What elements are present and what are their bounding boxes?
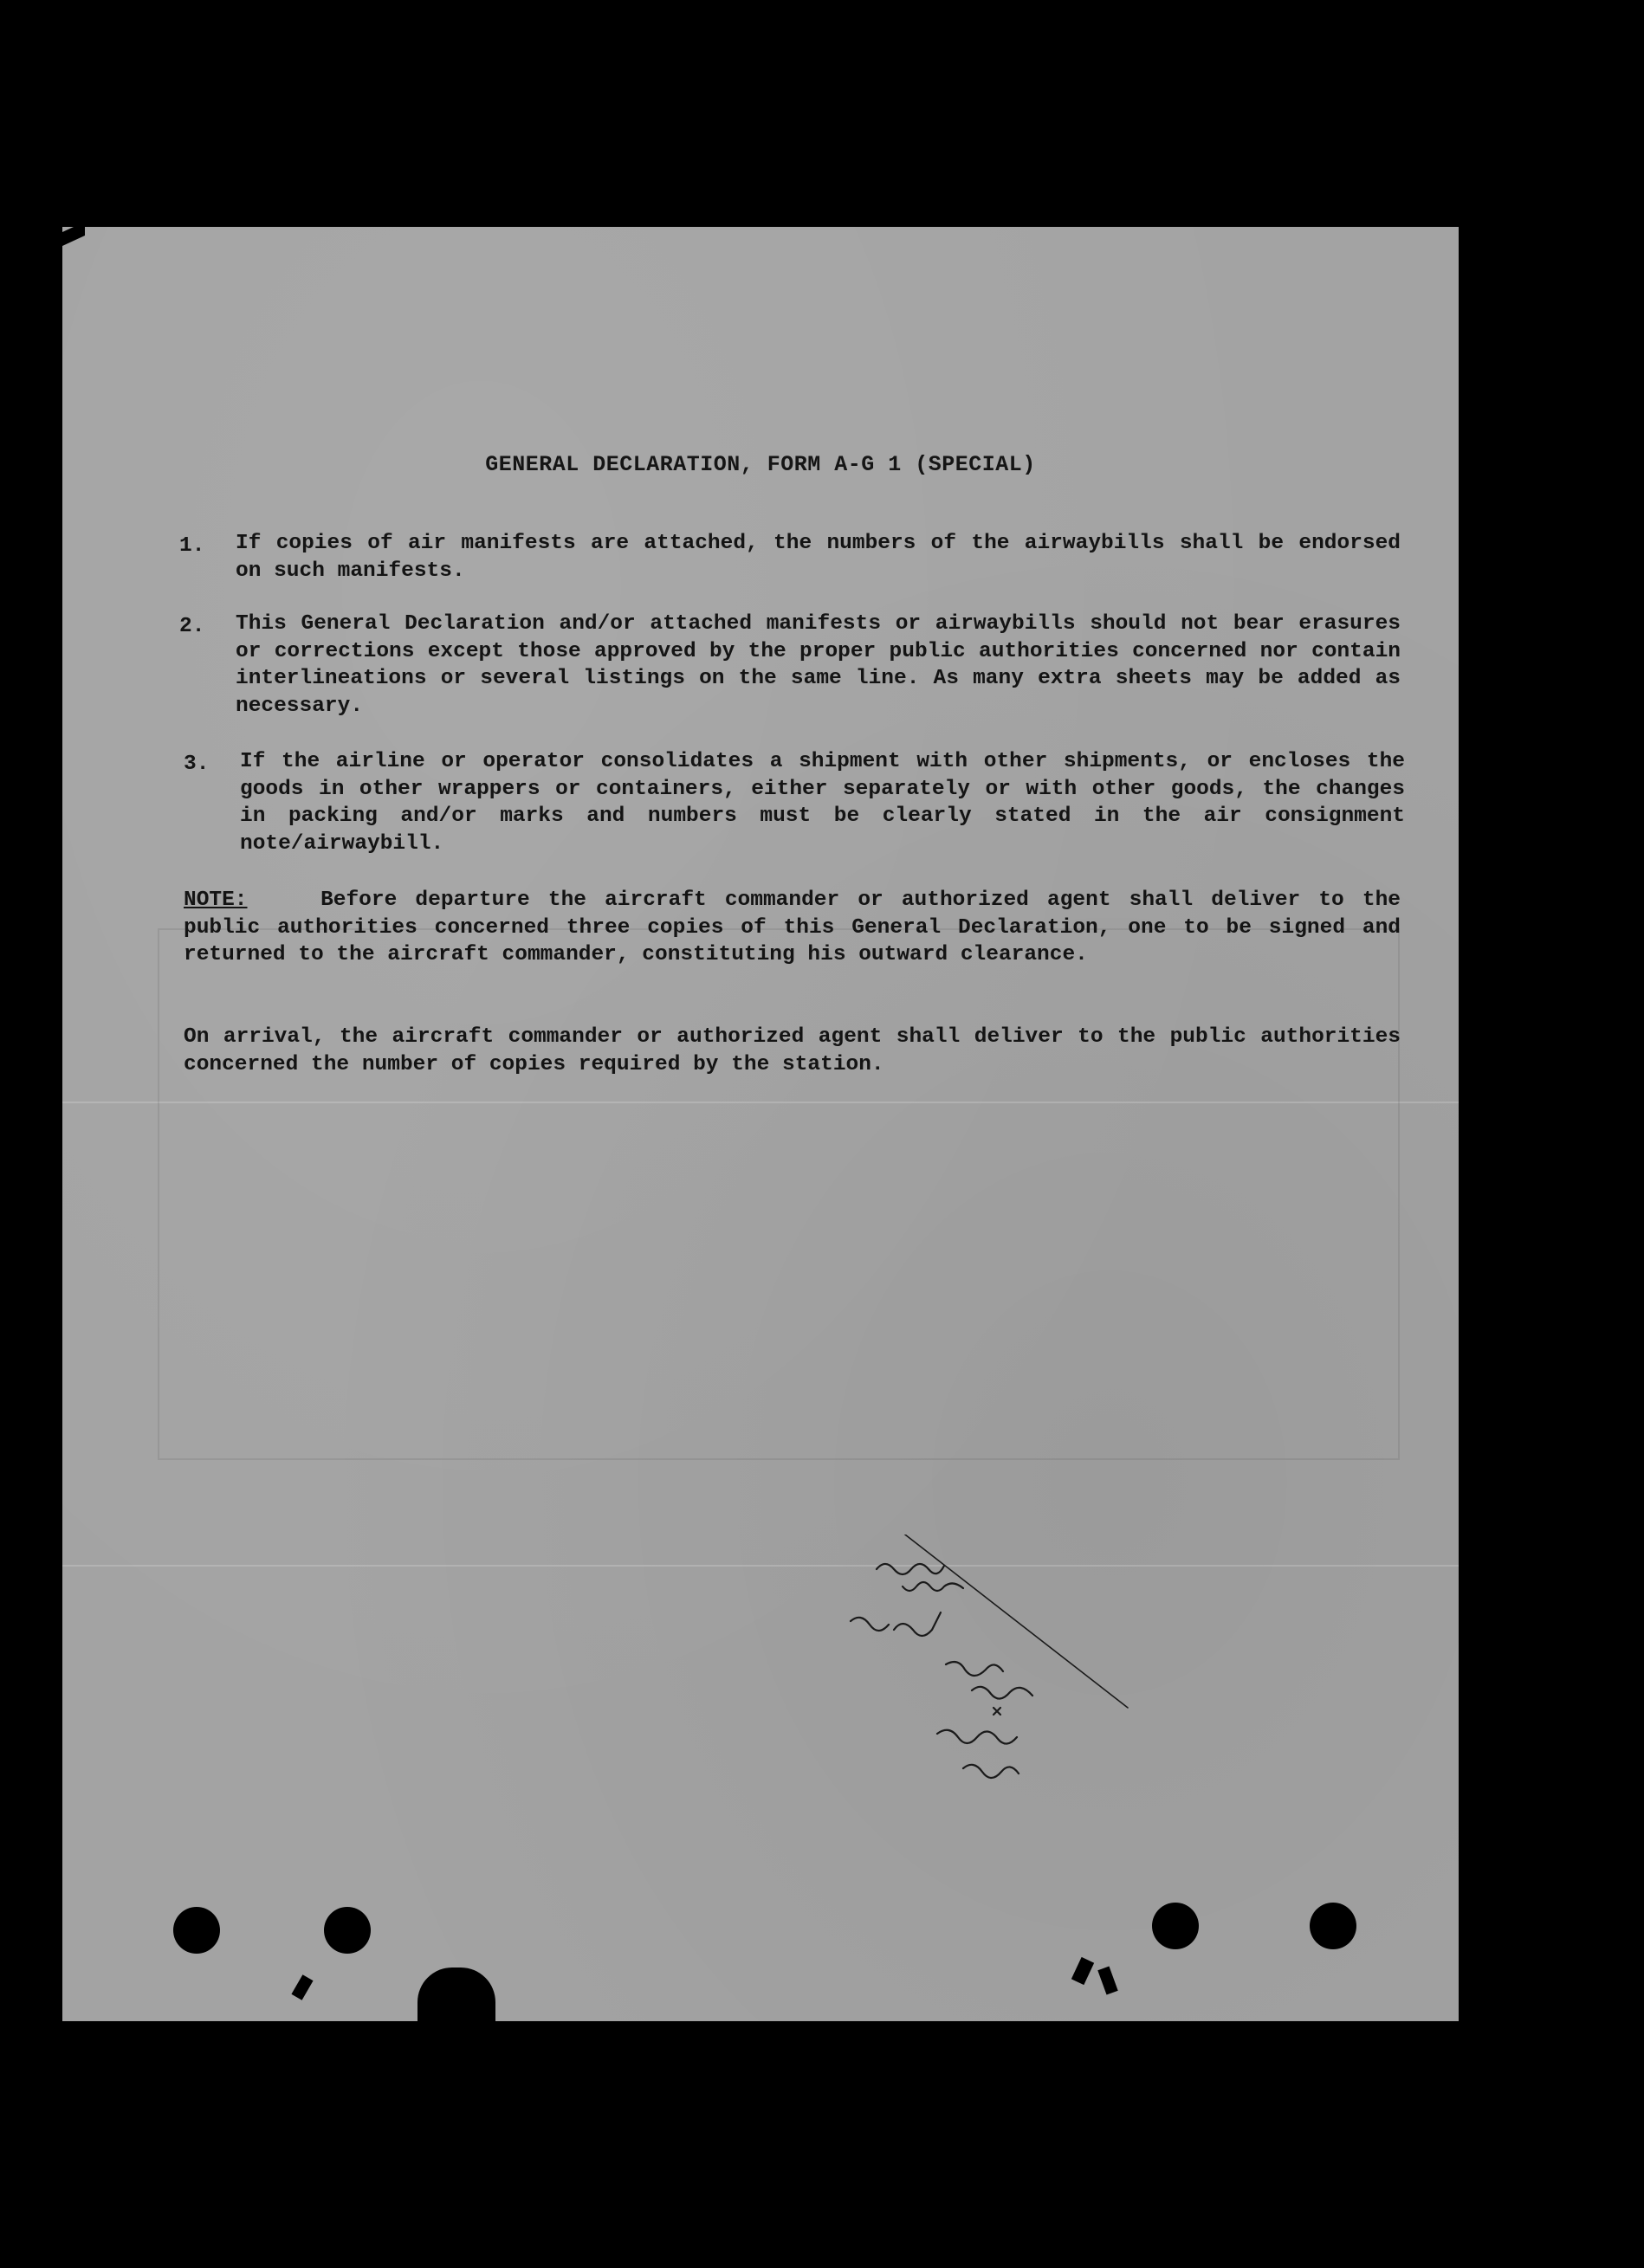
note-text: Before departure the aircraft commander or authorized agent shall deliver to the public authorities concerned three copies of this General Declaration, one to be signed and returned to the aircraft commander, constituting his outward clearance. bbox=[184, 888, 1401, 966]
paper-tear bbox=[1097, 1967, 1117, 1995]
document-title: GENERAL DECLARATION, FORM A-G 1 (SPECIAL) bbox=[485, 452, 1036, 477]
punch-hole bbox=[1310, 1903, 1356, 1949]
item-number: 1. bbox=[179, 534, 205, 558]
note-label: NOTE: bbox=[184, 888, 248, 912]
document-sheet bbox=[62, 227, 1459, 2021]
paper-tear bbox=[1071, 1957, 1094, 1985]
item-text: If the airline or operator consolidates a shipment with other shipments, or encloses the goods in other wrappers or containers, either separately or with other goods, the changes in packing and/or marks and numbers must be clearly stated in the air consignment note/airwaybill. bbox=[240, 750, 1405, 856]
item-text: If copies of air manifests are attached, the numbers of the airwaybills shall be endorsed on such manifests. bbox=[236, 532, 1401, 583]
item-number: 2. bbox=[179, 615, 205, 638]
paper-tear bbox=[291, 1974, 313, 2000]
punch-hole bbox=[324, 1907, 371, 1954]
item-number: 3. bbox=[184, 753, 210, 776]
handwritten-annotation bbox=[842, 1535, 1154, 1829]
arrival-paragraph: On arrival, the aircraft commander or authorized agent shall deliver to the public authorities concerned the number of copies required by the station. bbox=[184, 1025, 1401, 1076]
item-text: This General Declaration and/or attached manifests or airwaybills should not bear erasures or corrections except those approved by the proper public authorities concerned nor contain interlineations or several listings on the same line. As many extra sheets may be added as necessary. bbox=[236, 612, 1401, 718]
punch-hole bbox=[173, 1907, 220, 1954]
punch-hole bbox=[1152, 1903, 1199, 1949]
paper-tear bbox=[417, 1968, 495, 2028]
fold-line bbox=[62, 1565, 1459, 1567]
bleed-through-frame bbox=[158, 928, 1400, 1460]
note-paragraph bbox=[184, 887, 1401, 969]
